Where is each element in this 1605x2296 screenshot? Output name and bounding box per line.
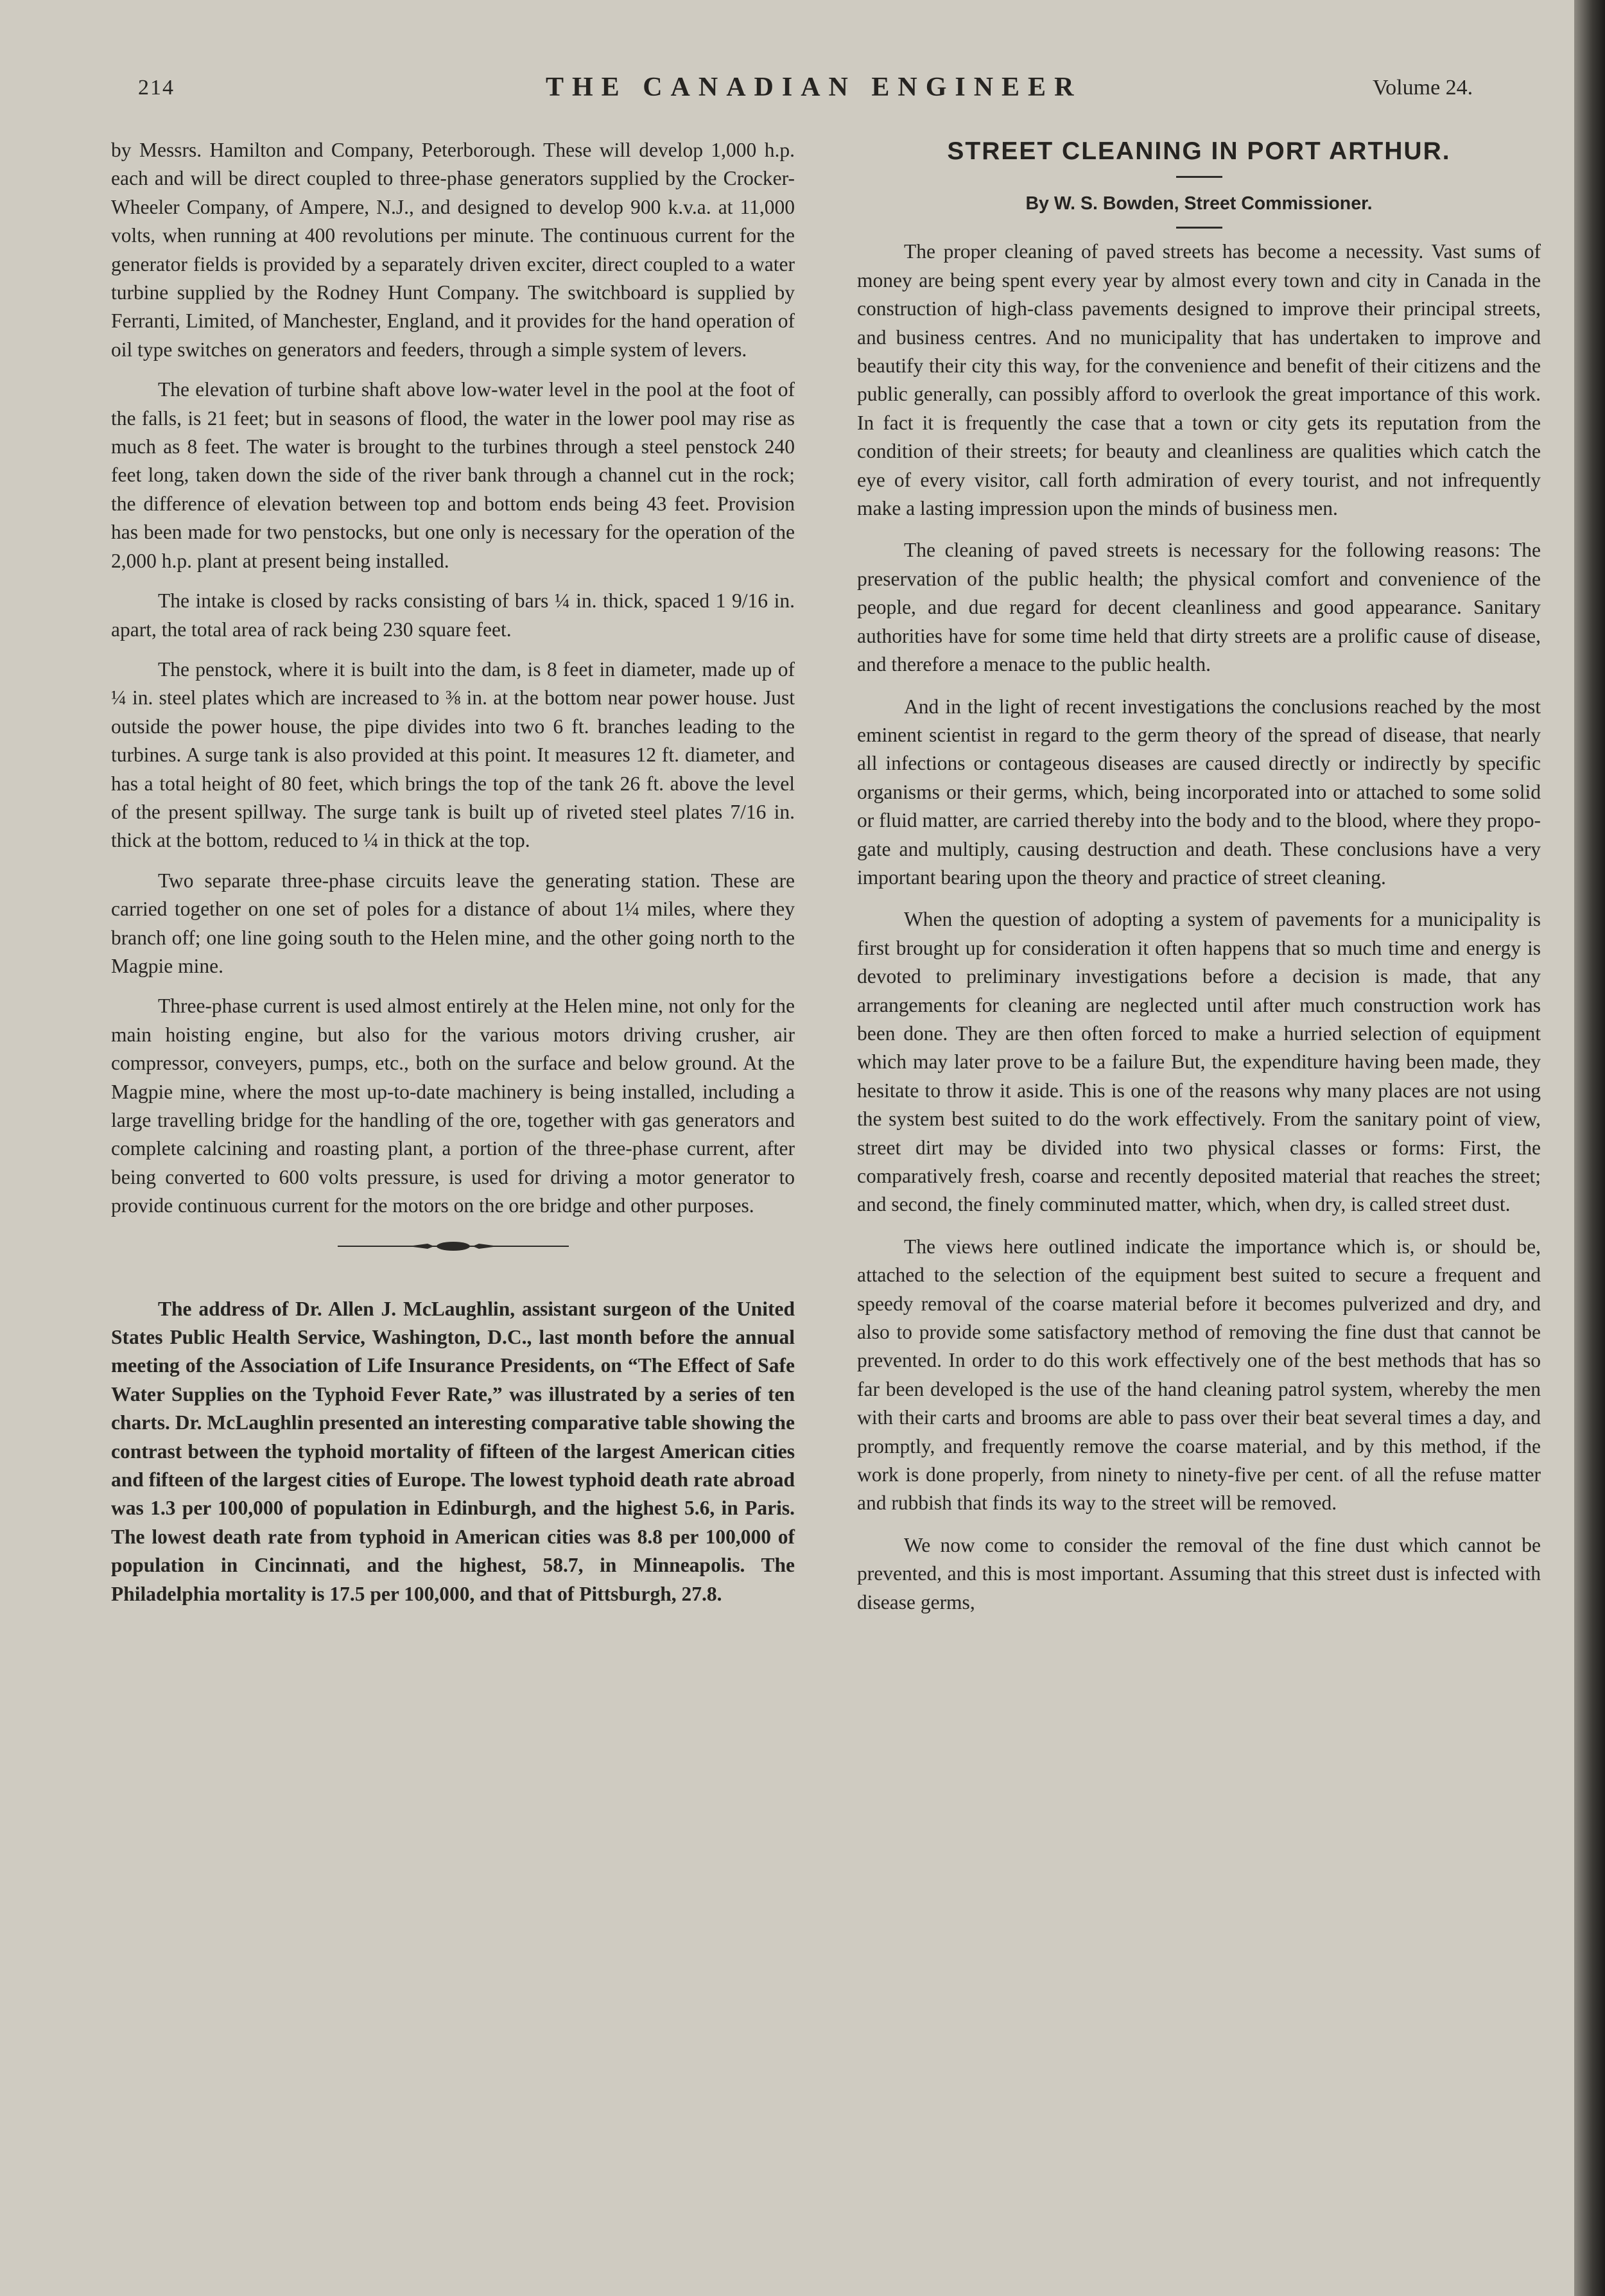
title-rule [1176,176,1222,178]
paragraph: When the question of adopting a system of pavements for a municipality is first brought up for consideration it often happens that so much time and energy is devoted to preliminary investigations before a decision is made, that any arrangements for cleaning are neglected until after much construction work has been done. They are then often forced to make a hurried selection of equipment which may later prove to be a failure But, the expenditure having been made, they hesitate to throw it aside. This is one of the reasons why many places are not using the system best suited to do the work effectively. From the sanitary point of view, street dirt may be divided into two physical classes or forms: First, the comparatively fresh, coarse and recently deposited material that reaches the street; and second, the finely comminuted matter, which, when dry, is called street dust. [857,908,1541,1216]
page-number: 214 [138,76,175,100]
typhoid-note-paragraph: The address of Dr. Allen J. McLaughlin, assistant surgeon of the United States Public Health Service, Washington, D.C., last month before the annual meeting of the Association of Life Insurance Presidents, on “The Effect of Safe Water Supplies on the Typhoid Fever Rate,” was illustrated by a series of ten charts. Dr. McLaughlin presented an interesting comparative table showing the contrast between the typhoid mortality of fifteen of the largest American cities and fifteen of the largest cities of Europe. The lowest typhoid death rate abroad was 1.3 per 100,000 of population in Edinburgh, and the highest 5.6, in Paris. The lowest death rate from typhoid in American cities was 8.8 per 100,000 of population in Cincinnati, and the highest, 58.7, in Minneapolis. The Philadelphia mortality is 17.5 per 100,000, and that of Pittsburgh, 27.8. [111,1297,795,1605]
section-divider-ornament [338,1233,569,1259]
article-title: STREET CLEANING IN PORT ARTHUR. [947,137,1451,165]
paragraph: And in the light of recent investigations the conclusions reached by the most eminent scientist in regard to the germ theory of the spread of disease, that nearly all infections or contageous diseases are caused directly or indirectly by specific organisms or their germs, which, being incorporated into or attached to some solid or fluid matter, are carried thereby into the body and to the blood, where they propogate and multiply, causing destruction and death. These conclusions have a very important bearing upon the theory and practice of street cleaning. [857,695,1541,889]
page-binding-edge [1574,0,1605,2296]
byline-rule [1176,227,1222,229]
paragraph: The elevation of turbine shaft above low-water level in the pool at the foot of the falls, is 21 feet; but in seasons of flood, the water in the lower pool may rise as much as 8 feet. The water is brought to the turbines through a steel penstock 240 feet long, taken down the side of the river bank through a channel cut in the rock; the difference of elevation between top and bottom ends being 43 feet. Provision has been made for two penstocks, but one only is necessary for the operation of the 2,000 h.p. plant at present being installed. [111,378,795,572]
volume-label: Volume 24. [1373,76,1473,100]
paragraph: by Messrs. Hamilton and Company, Peterborough. These will develop 1,000 h.p. each and will be direct coupled to three-phase generators supplied by the Crocker-Wheeler Company, of Ampere, N.J., and designed to develop 900 k.v.a. at 11,000 volts, when running at 400 revolutions per minute. The continuous current for the generator fields is provided by a separately driven exciter, direct coupled to a water turbine supplied by the Rodney Hunt Company. The switchboard is supplied by Ferranti, Limited, of Manchester, England, and it provides for the hand operation of oil type switches on generators and feeders, through a simple system of levers. [111,139,795,361]
paragraph: Three-phase current is used almost entirely at the Helen mine, not only for the main hoisting engine, but also for the various motors driving crusher, air compressor, conveyers, pumps, etc., both on the surface and below ground. At the Magpie mine, where the most up-to-date machinery is being installed, including a large travelling bridge for the handling of the ore, together with gas generators and complete calcining and roasting plant, a portion of the three-phase current, after being converted to 600 volts pressure, is used for driving a motor generator to provide continuous current for the motors on the ore bridge and other purposes. [111,995,795,1217]
right-column [857,136,1541,1630]
article-byline: By W. S. Bowden, Street Commissioner. [1025,193,1373,214]
paragraph: Two separate three-phase circuits leave the generating station. These are carried together on one set of poles for a distance of about 1¼ miles, where they branch off; one line going south to the Helen mine, and the other going north to the Magpie mine. [111,869,795,977]
paragraph: The cleaning of paved streets is necessary for the following reasons: The preservation of the public health; the physical comfort and convenience of the people, and due regard for decent cleanliness and good appearance. Sanitary authorities have for some time held that dirty streets are a prolific cause of disease, and therefore a menace to the public health. [857,539,1541,676]
paragraph: We now come to consider the removal of the fine dust which cannot be prevented, and this is most important. Assuming that this street dust is infected with disease germs, [857,1533,1541,1613]
paragraph: The intake is closed by racks consisting of bars ¼ in. thick, spaced 1 9/16 in. apart, the total area of rack being 230 square feet. [111,589,795,641]
paragraph: The views here outlined indicate the importance which is, or should be, attached to the selection of the equipment best suited to secure a frequent and speedy removal of the coarse material before it becomes pulverized and dry, and also to provide some satisfactory method of removing the fine dust that cannot be prevented. In order to do this work effectively one of the best methods that has so far been developed is the use of the hand cleaning patrol system, whereby the men with their carts and brooms are able to pass over their beat several times a day, and promptly, and frequently remove the coarse material, and by this method, if the work is done properly, from ninety to ninety-five per cent. of all the refuse matter and rubbish that finds its way to the street will be removed. [857,1235,1541,1515]
paragraph: The proper cleaning of paved streets has become a necessity. Vast sums of money are being spent every year by almost every town and city in Canada in the construction of high-class pavements designed to improve their principal streets, and business centres. And no municipality that has undertaken to improve and beautify their city this way, for the convenience and benefit of their citizens and the public generally, can possibly afford to overlook the great importance of this work. In fact it is frequently the case that a town or city gets its reputation from the condition of their streets; for beauty and cleanliness are qualities which catch the eye of every visitor, call forth admiration of every tourist, and not infrequently make a lasting impression upon the minds of business men. [857,240,1541,520]
page-header [0,73,1574,114]
left-column [111,136,795,1620]
journal-title: THE CANADIAN ENGINEER [546,73,1082,102]
paragraph: The penstock, where it is built into the dam, is 8 feet in diameter, made up of ¼ in. steel plates which are increased to ⅜ in. at the bottom near power house. Just outside the power house, the pipe divides into two 6 ft. branches leading to the turbines. A surge tank is also provided at this point. It measures 12 ft. diameter, and has a total height of 80 feet, which brings the top of the tank 26 ft. above the level of the present spillway. The surge tank is built up of riveted steel plates 7/16 in. thick at the bottom, reduced to ¼ in thick at the top. [111,657,795,852]
